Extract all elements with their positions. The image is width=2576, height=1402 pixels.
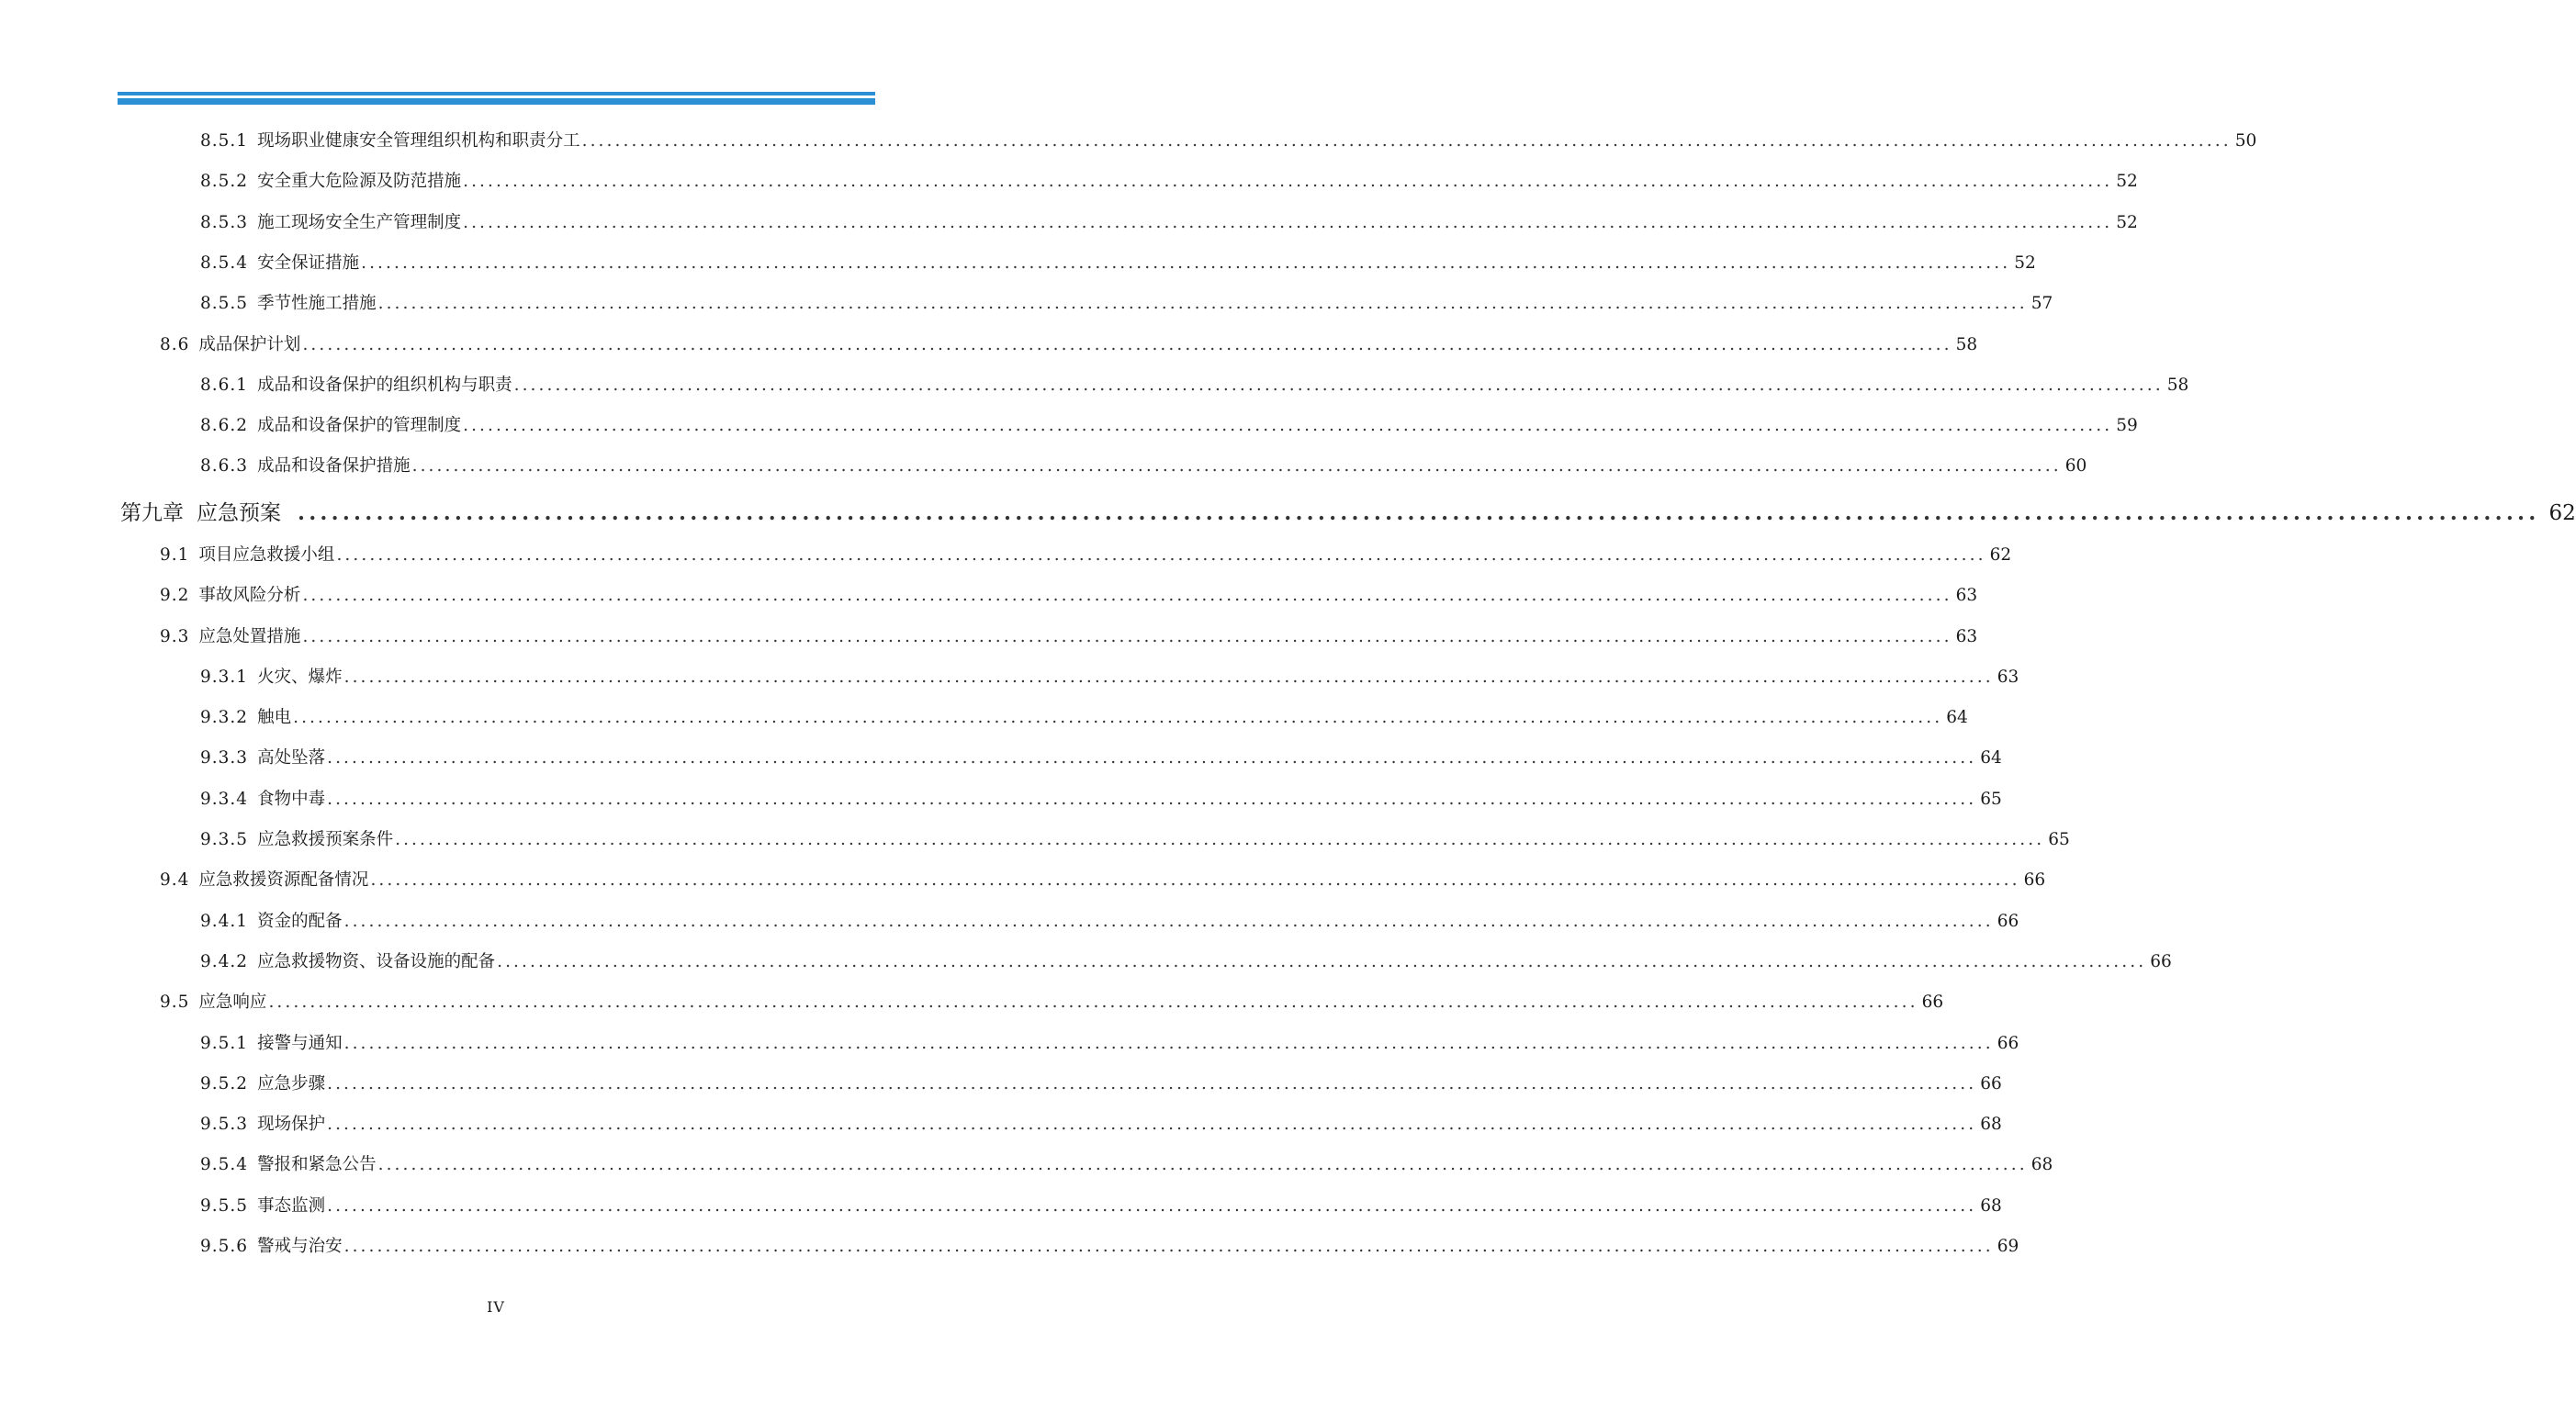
- toc-entry-title: 事态监测: [257, 1196, 326, 1216]
- toc-dot-leader: ........................................................................................................................................................................................................: [463, 416, 2113, 435]
- toc-entry-page: 63: [1955, 586, 1978, 605]
- toc-dot-leader: ........................................................................................................................................................................................................: [293, 708, 1943, 727]
- toc-dot-leader: ........................................................................................................................................................................................................: [298, 500, 2540, 525]
- toc-entry[interactable]: [200, 291, 2053, 317]
- toc-dot-leader: ........................................................................................................................................................................................................: [302, 335, 1952, 354]
- toc-entry-page: 52: [2014, 253, 2036, 273]
- toc-dot-leader: ........................................................................................................................................................................................................: [395, 830, 2045, 849]
- toc-entry[interactable]: [160, 583, 1978, 609]
- toc-entry[interactable]: [200, 373, 2189, 398]
- toc-entry[interactable]: [200, 1112, 2002, 1138]
- toc-entry[interactable]: [200, 169, 2138, 195]
- toc-entry-title: 资金的配备: [257, 912, 343, 931]
- toc-entry-page: 60: [2064, 456, 2087, 476]
- toc-dot-leader: ........................................................................................................................................................................................................: [327, 1115, 1977, 1134]
- toc-dot-leader: ........................................................................................................................................................................................................: [343, 912, 1994, 931]
- toc-entry[interactable]: [200, 827, 2070, 853]
- toc-dot-leader: ........................................................................................................................................................................................................: [302, 627, 1952, 646]
- toc-entry-title: 高处坠落: [257, 748, 326, 768]
- toc-entry[interactable]: [200, 909, 2019, 935]
- toc-entry-number: 9.5.4: [200, 1155, 249, 1174]
- toc-entry-title: 安全重大危险源及防范措施: [257, 172, 462, 191]
- toc-dot-leader: ........................................................................................................................................................................................................: [581, 131, 2232, 151]
- toc-dot-leader: ........................................................................................................................................................................................................: [327, 748, 1977, 768]
- toc-entry-number: 8.5.3: [200, 213, 249, 232]
- toc-entry-title: 项目应急救援小组: [198, 545, 335, 565]
- toc-entry-number: 9.3.1: [200, 667, 249, 687]
- toc-dot-leader: ........................................................................................................................................................................................................: [361, 253, 2011, 273]
- toc-entry[interactable]: [200, 210, 2138, 236]
- toc-entry[interactable]: [160, 868, 2046, 893]
- toc-entry-page: 52: [2116, 213, 2138, 232]
- toc-entry-number: 9.1: [160, 545, 190, 565]
- toc-entry[interactable]: [200, 413, 2138, 439]
- toc-entry[interactable]: [200, 454, 2087, 479]
- toc-dot-leader: ........................................................................................................................................................................................................: [327, 1196, 1977, 1216]
- toc-entry-page: 62: [1989, 545, 2012, 565]
- toc-entry-title: 现场保护: [257, 1115, 326, 1134]
- toc-entry-title: 应急救援资源配备情况: [198, 870, 369, 890]
- toc-entry-title: 成品和设备保护的组织机构与职责: [257, 376, 512, 395]
- toc-dot-leader: ........................................................................................................................................................................................................: [463, 213, 2113, 232]
- toc-entry-number: 9.3.2: [200, 708, 249, 727]
- toc-entry-page: 57: [2030, 294, 2053, 313]
- toc-entry-number: 8.5.2: [200, 172, 249, 191]
- toc-entry-number: 8.6: [160, 335, 190, 354]
- toc-entry-number: 9.2: [160, 586, 190, 605]
- toc-entry-title: 触电: [257, 708, 292, 727]
- toc-entry[interactable]: [160, 990, 1944, 1015]
- toc-entry-page: 68: [2030, 1155, 2053, 1174]
- toc-entry-number: 9.3: [160, 627, 190, 646]
- toc-entry[interactable]: [200, 705, 1968, 731]
- page-number-footer: IV: [487, 1298, 505, 1316]
- toc-dot-leader: ........................................................................................................................................................................................................: [327, 1074, 1977, 1094]
- toc-entry[interactable]: [200, 129, 2257, 154]
- toc-entry-title: 成品和设备保护措施: [257, 456, 411, 476]
- toc-entry-page: 68: [1980, 1196, 2002, 1216]
- toc-entry[interactable]: [200, 1071, 2002, 1097]
- header-rule-thick-line: [118, 98, 875, 105]
- toc-entry-page: 64: [1980, 748, 2002, 768]
- toc-entry-page: 58: [1955, 335, 1978, 354]
- toc-entry-title: 施工现场安全生产管理制度: [257, 213, 462, 232]
- toc-entry-title: 接警与通知: [257, 1034, 343, 1053]
- toc-entry-page: 63: [1955, 627, 1978, 646]
- toc-dot-leader: ........................................................................................................................................................................................................: [327, 790, 1977, 809]
- toc-entry-title: 食物中毒: [257, 790, 326, 809]
- toc-entry-number: 9.5.1: [200, 1034, 249, 1053]
- toc-entry-page: 69: [1997, 1237, 2019, 1256]
- toc-entry-title: 应急救援预案条件: [257, 830, 394, 849]
- toc-entry-number: 9.4.2: [200, 952, 249, 971]
- toc-entry-number: 8.6.1: [200, 376, 249, 395]
- toc-entry-title: 安全保证措施: [257, 253, 360, 273]
- toc-entry-page: 66: [1921, 993, 1944, 1012]
- toc-entry-title: 应急救援物资、设备设施的配备: [257, 952, 496, 971]
- toc-entry[interactable]: [200, 1031, 2019, 1057]
- toc-entry-page: 62: [2548, 501, 2576, 525]
- toc-entry-title: 警戒与治安: [257, 1237, 343, 1256]
- toc-entry-number: 9.5: [160, 993, 190, 1012]
- toc-entry-number: 8.5.4: [200, 253, 249, 273]
- toc-entry-number: 8.5.5: [200, 294, 249, 313]
- toc-dot-leader: ........................................................................................................................................................................................................: [513, 376, 2164, 395]
- toc-entry-page: 66: [2023, 870, 2046, 890]
- toc-dot-leader: ........................................................................................................................................................................................................: [411, 456, 2062, 476]
- toc-entry[interactable]: [200, 1194, 2002, 1219]
- toc-dot-leader: ........................................................................................................................................................................................................: [343, 1237, 1994, 1256]
- toc-entry-page: 64: [1946, 708, 1968, 727]
- toc-entry-page: 66: [2150, 952, 2172, 971]
- toc-entry-page: 59: [2116, 416, 2138, 435]
- toc-dot-leader: ........................................................................................................................................................................................................: [336, 545, 1986, 565]
- toc-entry-page: 63: [1997, 667, 2019, 687]
- toc-entry-title: 事故风险分析: [198, 586, 301, 605]
- toc-entry-number: 8.5.1: [200, 131, 249, 151]
- toc-entry-page: 68: [1980, 1115, 2002, 1134]
- toc-entry-number: 8.6.3: [200, 456, 249, 476]
- toc-entry-title: 应急预案: [197, 501, 281, 525]
- toc-entry-number: 9.3.5: [200, 830, 249, 849]
- toc-entry-number: 8.6.2: [200, 416, 249, 435]
- toc-entry-title: 应急步骤: [257, 1074, 326, 1094]
- toc-entry-number: 9.5.5: [200, 1196, 249, 1216]
- toc-dot-leader: ........................................................................................................................................................................................................: [377, 1155, 2028, 1174]
- toc-entry-page: 50: [2234, 131, 2257, 151]
- toc-entry-title: 火灾、爆炸: [257, 667, 343, 687]
- toc-entry[interactable]: [160, 543, 2012, 568]
- toc-entry-page: 66: [1997, 1034, 2019, 1053]
- toc-entry[interactable]: [200, 251, 2036, 276]
- toc-entry[interactable]: [160, 624, 1978, 650]
- toc-entry-title: 成品保护计划: [198, 335, 301, 354]
- toc-entry-number: 9.5.6: [200, 1237, 249, 1256]
- header-rule: [118, 92, 875, 105]
- toc-entry-title: 应急处置措施: [198, 627, 301, 646]
- toc-dot-leader: ........................................................................................................................................................................................................: [343, 1034, 1994, 1053]
- toc-entry-number: 9.3.3: [200, 748, 249, 768]
- toc-entry-number: 9.3.4: [200, 790, 249, 809]
- toc-entry[interactable]: [200, 665, 2019, 690]
- toc-dot-leader: ........................................................................................................................................................................................................: [370, 870, 2020, 890]
- toc-entry-number: 9.5.2: [200, 1074, 249, 1094]
- toc-entry-title: 季节性施工措施: [257, 294, 377, 313]
- toc-entry-page: 52: [2116, 172, 2138, 191]
- toc-entry-title: 应急响应: [198, 993, 267, 1012]
- toc-entry[interactable]: [200, 746, 2002, 771]
- toc-dot-leader: ........................................................................................................................................................................................................: [497, 952, 2147, 971]
- toc-dot-leader: ........................................................................................................................................................................................................: [302, 586, 1952, 605]
- toc-entry-title: 警报和紧急公告: [257, 1155, 377, 1174]
- toc-entry[interactable]: [160, 332, 1978, 358]
- toc-entry-page: 65: [2048, 830, 2070, 849]
- toc-entry-page: 58: [2166, 376, 2189, 395]
- toc-entry-page: 66: [1997, 912, 2019, 931]
- toc-entry-page: 66: [1980, 1074, 2002, 1094]
- toc-entry[interactable]: [200, 1234, 2019, 1260]
- toc-entry-number: 第九章: [120, 501, 184, 525]
- toc-entry-title: 现场职业健康安全管理组织机构和职责分工: [257, 131, 580, 151]
- toc-entry-page: 65: [1980, 790, 2002, 809]
- toc-dot-leader: ........................................................................................................................................................................................................: [268, 993, 1918, 1012]
- toc-dot-leader: ........................................................................................................................................................................................................: [377, 294, 2028, 313]
- toc-entry-number: 9.5.3: [200, 1115, 249, 1134]
- toc-entry-number: 9.4.1: [200, 912, 249, 931]
- toc-entry[interactable]: [200, 949, 2172, 975]
- toc-entry[interactable]: [120, 498, 2576, 529]
- toc-dot-leader: ........................................................................................................................................................................................................: [343, 667, 1994, 687]
- toc-entry[interactable]: [200, 787, 2002, 813]
- toc-entry-number: 9.4: [160, 870, 190, 890]
- toc-entry-title: 成品和设备保护的管理制度: [257, 416, 462, 435]
- toc-entry[interactable]: [200, 1152, 2053, 1178]
- toc-dot-leader: ........................................................................................................................................................................................................: [463, 172, 2113, 191]
